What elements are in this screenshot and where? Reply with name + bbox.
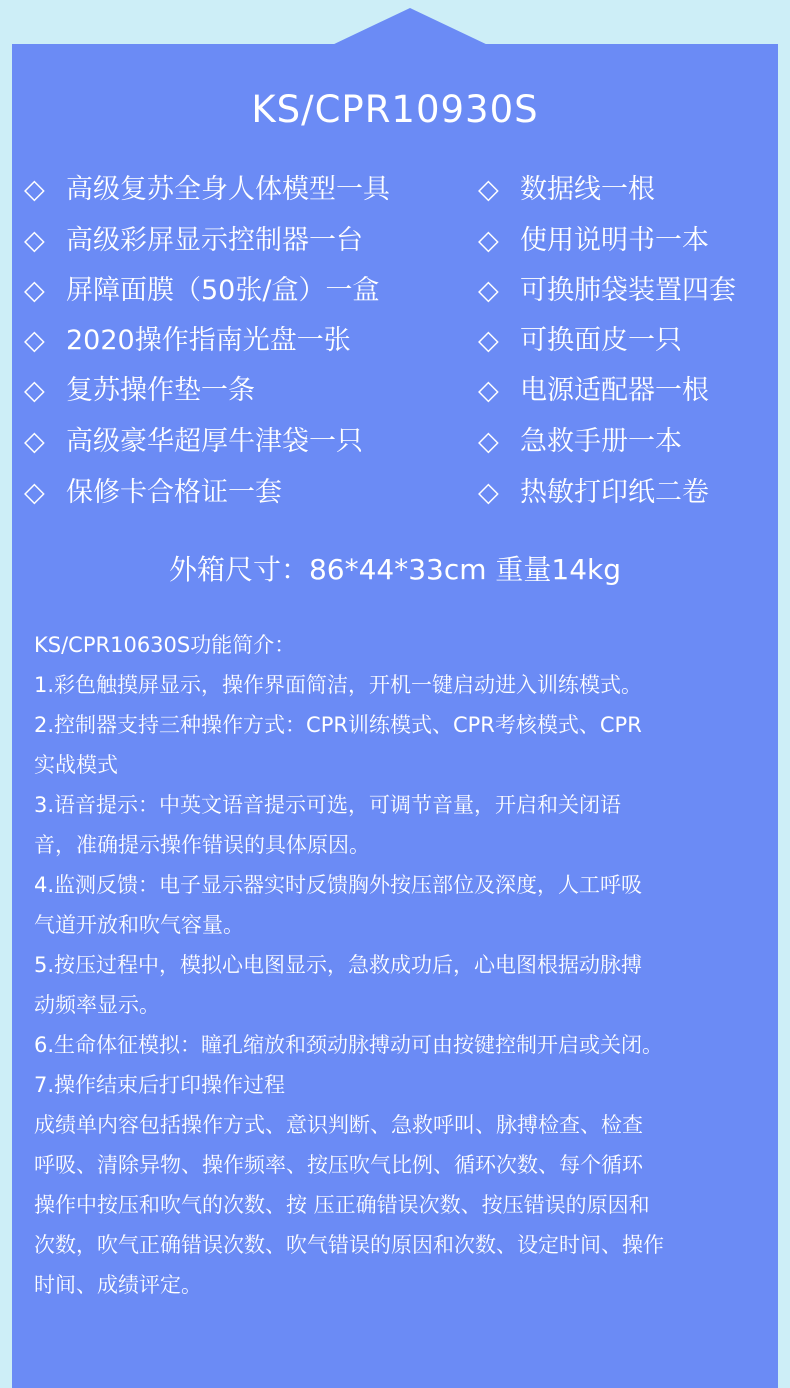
package-item-label: 保修卡合格证一套 — [66, 477, 282, 508]
top-notch — [330, 8, 490, 46]
box-size-text: 外箱尺寸：86*44*33cm 重量14kg — [168, 553, 622, 586]
package-item — [24, 318, 351, 357]
diamond-icon: ◇ — [478, 375, 499, 406]
description-line: 气道开放和吹气容量。 — [34, 913, 244, 937]
model-title: KS/CPR10930S — [251, 88, 539, 131]
package-item-label: 数据线一根 — [520, 174, 655, 205]
package-item — [24, 218, 363, 257]
diamond-icon: ◇ — [24, 477, 45, 508]
function-description — [34, 625, 764, 1305]
description-line: 成绩单内容包括操作方式、意识判断、急救呼叫、脉搏检查、检查 — [34, 1113, 643, 1137]
diamond-icon: ◇ — [24, 375, 45, 406]
diamond-icon: ◇ — [478, 426, 499, 457]
description-line: 1.彩色触摸屏显示，操作界面简洁，开机一键启动进入训练模式。 — [34, 673, 643, 697]
diamond-icon: ◇ — [478, 275, 499, 306]
package-item — [478, 470, 709, 509]
description-line: 动频率显示。 — [34, 993, 160, 1017]
package-item — [24, 419, 363, 458]
package-item — [478, 167, 655, 206]
package-item-label: 可换肺袋装置四套 — [520, 275, 736, 306]
diamond-icon: ◇ — [478, 477, 499, 508]
description-line: 次数，吹气正确错误次数、吹气错误的原因和次数、设定时间、操作 — [34, 1233, 664, 1257]
description-line: 4.监测反馈：电子显示器实时反馈胸外按压部位及深度，人工呼吸 — [34, 873, 643, 897]
package-item — [478, 368, 709, 407]
diamond-icon: ◇ — [478, 325, 499, 356]
diamond-icon: ◇ — [478, 174, 499, 205]
package-item — [24, 268, 379, 307]
package-item — [24, 167, 390, 206]
description-line: 3.语音提示：中英文语音提示可选，可调节音量，开启和关闭语 — [34, 793, 622, 817]
description-line: KS/CPR10630S功能简介： — [34, 633, 296, 657]
package-item-label: 高级复苏全身人体模型一具 — [66, 174, 390, 205]
description-line: 操作中按压和吹气的次数、按 压正确错误次数、按压错误的原因和 — [34, 1193, 650, 1217]
package-item — [478, 419, 682, 458]
diamond-icon: ◇ — [24, 275, 45, 306]
package-item — [24, 368, 255, 407]
diamond-icon: ◇ — [24, 325, 45, 356]
diamond-icon: ◇ — [24, 174, 45, 205]
description-line: 5.按压过程中，模拟心电图显示，急救成功后，心电图根据动脉搏 — [34, 953, 643, 977]
description-line: 6.生命体征模拟：瞳孔缩放和颈动脉搏动可由按键控制开启或关闭。 — [34, 1033, 664, 1057]
package-item-label: 可换面皮一只 — [520, 325, 682, 356]
package-item-label: 2020操作指南光盘一张 — [66, 325, 351, 356]
description-line: 呼吸、清除异物、操作频率、按压吹气比例、循环次数、每个循环 — [34, 1153, 643, 1177]
description-line: 实战模式 — [34, 753, 118, 777]
package-item-label: 高级彩屏显示控制器一台 — [66, 225, 363, 256]
diamond-icon: ◇ — [24, 225, 45, 256]
description-line: 2.控制器支持三种操作方式：CPR训练模式、CPR考核模式、CPR — [34, 713, 642, 737]
package-item-label: 高级豪华超厚牛津袋一只 — [66, 426, 363, 457]
package-item-label: 复苏操作垫一条 — [66, 375, 255, 406]
package-item — [478, 218, 709, 257]
description-line: 音，准确提示操作错误的具体原因。 — [34, 833, 370, 857]
package-item — [478, 318, 682, 357]
description-line: 7.操作结束后打印操作过程 — [34, 1073, 286, 1097]
diamond-icon: ◇ — [478, 225, 499, 256]
package-item-label: 电源适配器一根 — [520, 375, 709, 406]
diamond-icon: ◇ — [24, 426, 45, 457]
package-item-label: 急救手册一本 — [520, 426, 682, 457]
package-item-label: 屏障面膜（50张/盒）一盒 — [66, 275, 380, 306]
package-item-label: 热敏打印纸二卷 — [520, 477, 709, 508]
package-item — [24, 470, 282, 509]
package-item-label: 使用说明书一本 — [520, 225, 709, 256]
package-item — [478, 268, 736, 307]
description-line: 时间、成绩评定。 — [34, 1273, 202, 1297]
